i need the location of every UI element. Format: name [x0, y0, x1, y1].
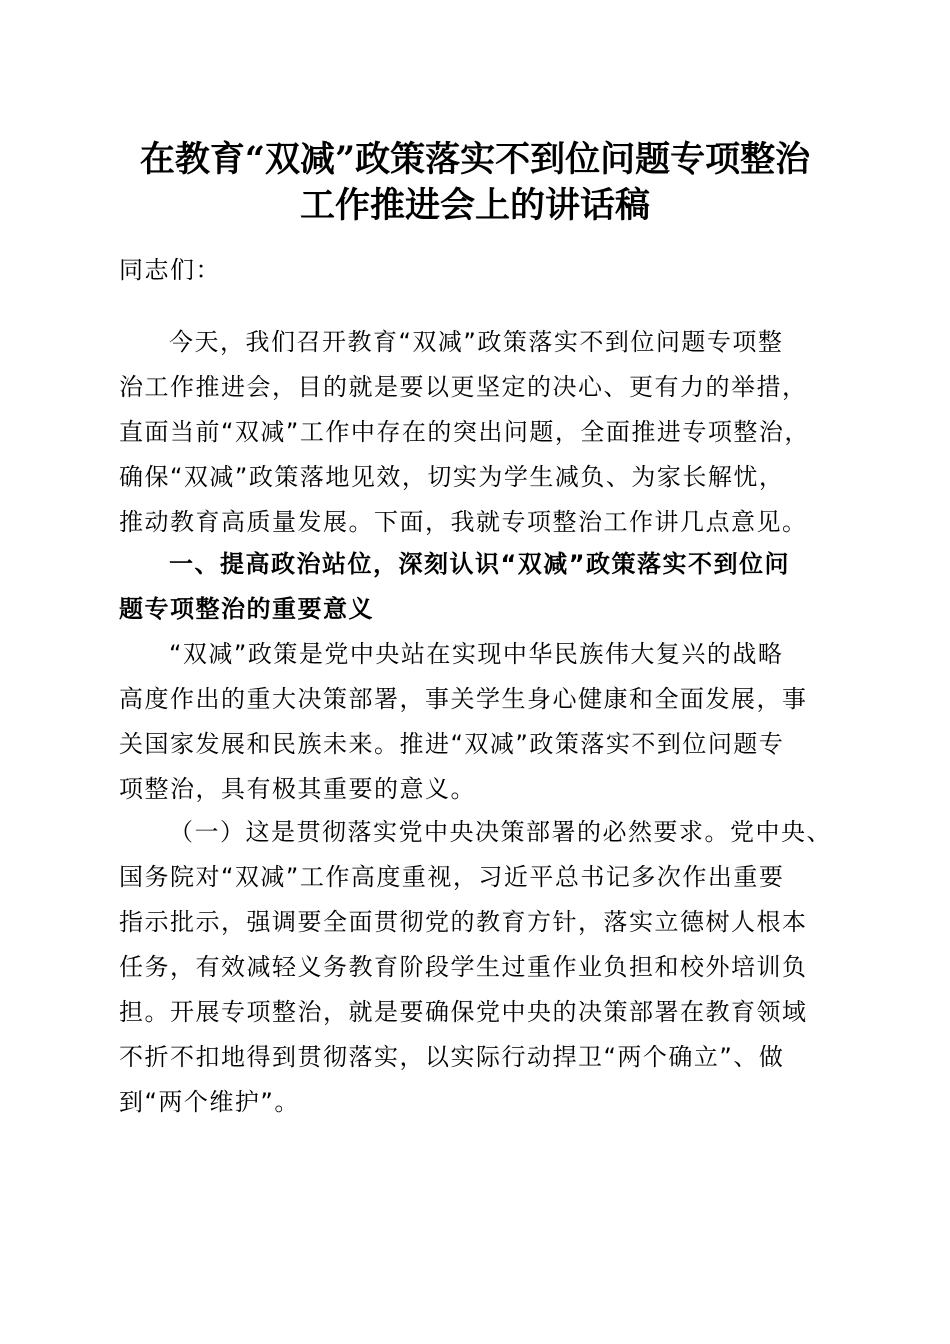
paragraph-line: 担。开展专项整治，就是要确保党中央的决策部署在教育领域: [119, 998, 808, 1026]
paragraph-line: 确保“双减”政策落地见效，切实为学生减负、为家长解忧，: [119, 463, 785, 491]
paragraph-line: 任务，有效减轻义务教育阶段学生过重作业负担和校外培训负: [119, 953, 808, 981]
salutation: 同志们：: [119, 256, 221, 284]
paragraph-line: 不折不扣地得到贯彻落实，以实际行动捍卫“两个确立”、做: [119, 1043, 785, 1071]
subsection-1-paragraph: [119, 810, 839, 1125]
paragraph-line: 项整治，具有极其重要的意义。: [119, 775, 476, 803]
paragraph-line: “双减”政策是党中央站在实现中华民族伟大复兴的战略: [169, 640, 784, 668]
document-title-line-2: 工作推进会上的讲话稿: [299, 185, 650, 226]
heading-line: 题专项整治的重要意义: [119, 595, 374, 623]
salutation-block: [119, 248, 839, 293]
paragraph-line: 推动教育高质量发展。下面，我就专项整治工作讲几点意见。: [119, 508, 808, 536]
document-title-line-1: 在教育“双减”政策落实不到位问题专项整治: [139, 139, 811, 180]
paragraph-line: 直面当前“双减”工作中存在的突出问题，全面推进专项整治，: [119, 418, 810, 446]
paragraph-line: 高度作出的重大决策部署，事关学生身心健康和全面发展，事: [119, 685, 808, 713]
heading-line: 一、提高政治站位，深刻认识“双减”政策落实不到位问: [169, 550, 791, 578]
paragraph-line: 到“两个维护”。: [119, 1088, 300, 1116]
paragraph-line: 关国家发展和民族未来。推进“双减”政策落实不到位问题专: [119, 730, 785, 758]
section-1-paragraph: [119, 632, 839, 812]
paragraph-line: 治工作推进会，目的就是要以更坚定的决心、更有力的举措，: [119, 373, 808, 401]
paragraph-line: （一）这是贯彻落实党中央决策部署的必然要求。党中央、: [169, 818, 832, 846]
paragraph-line: 国务院对“双减”工作高度重视，习近平总书记多次作出重要: [119, 863, 785, 891]
paragraph-line: 指示批示，强调要全面贯彻党的教育方针，落实立德树人根本: [119, 908, 808, 936]
section-1-heading: [119, 542, 839, 632]
intro-paragraph: [119, 320, 839, 545]
paragraph-line: 今天，我们召开教育“双减”政策落实不到位问题专项整: [169, 328, 784, 356]
